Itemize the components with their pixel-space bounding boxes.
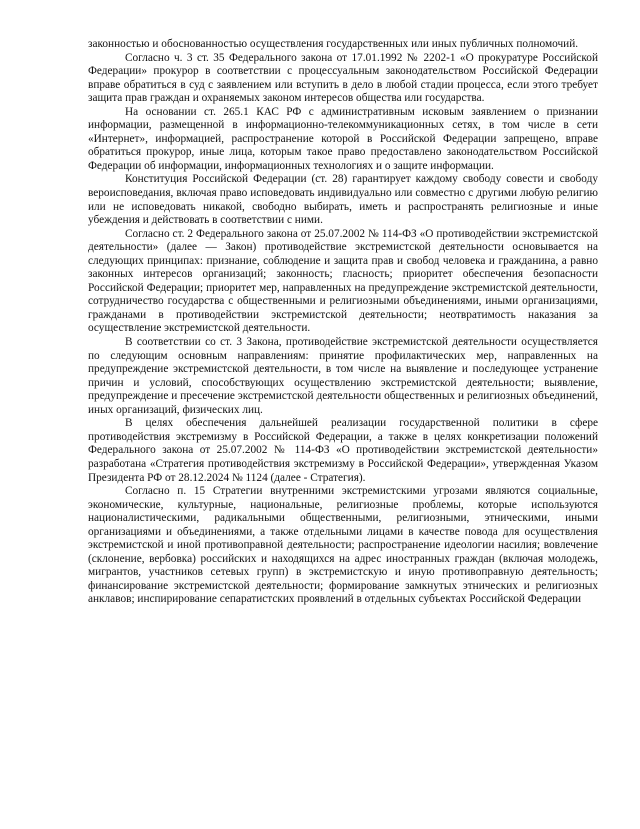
paragraph-law-114-art-2: Согласно ст. 2 Федерального закона от 25.07.2002 № 114-ФЗ «О противодействии экстремистской деятельности» (далее — Закон) противодействие экстремистской деятельности основывается на следующих принципах: признание, соблюдение и защита прав и свобод человека и гражданина, а равно законных интересов организаций; законность; гласность; приоритет обеспечения безопасности Российской Федерации; приоритет мер, направленных на предупреждение экстремистской деятельности, сотрудничество государства с общественными и религиозными объединениями, иными организациями, гражданами в противодействии экстремистской деятельности; неотвратимость наказания за осуществление экстремистской деятельности. [88, 227, 598, 335]
paragraph-strategy-clause-15: Согласно п. 15 Стратегии внутренними экстремистскими угрозами являются социальные, экономические, культурные, национальные, религиозные проблемы, которые используются националистическими, радикальными общественными, религиозными, этническими, иными организациями и объединениями, а также отдельными лицами в качестве повода для осуществления экстремистской и иной противоправной деятельности; распространение идеологии насилия; вовлечение (склонение, вербовка) российских и находящихся на адрес иностранных граждан (включая молодежь, мигрантов, участников сетевых групп) в экстремистскую и иную противоправную деятельность; финансирование экстремистской деятельности; формирование замкнутых этнических и религиозных анклавов; инспирирование сепаратистских проявлений в отдельных субъектах Российской Федерации [88, 485, 598, 606]
paragraph-continuation: законностью и обоснованностью осуществления государственных или иных публичных полномочий. [88, 38, 579, 50]
paragraph-prosecutor-law: Согласно ч. 3 ст. 35 Федерального закона от 17.01.1992 № 2202-1 «О прокуратуре Российской Федерации» прокурор в соответствии с процессуальным законодательством Российской Федерации вправе обратиться в суд с заявлением или вступить в дело в любой стадии процесса, если этого требует защита прав граждан и охраняемых законом интересов общества или государства. [88, 51, 598, 105]
paragraph-strategy: В целях обеспечения дальнейшей реализации государственной политики в сфере противодействия экстремизму в Российской Федерации, а также в целях конкретизации положений Федерального закона от 25.07.2002 № 114-ФЗ «О противодействии экстремистской деятельности» разработана «Стратегия противодействия экстремизму в Российской Федерации», утвержденная Указом Президента РФ от 28.12.2024 № 1124 (далее - Стратегия). [88, 417, 598, 484]
paragraph-constitution-art-28: Конституция Российской Федерации (ст. 28) гарантирует каждому свободу совести и свободу вероисповедания, включая право исповедовать индивидуально или совместно с другими любую религию или не исповедовать никакой, свободно выбирать, иметь и распространять религиозные и иные убеждения и действовать в соответствии с ними. [88, 173, 598, 227]
paragraph-kas-265-1: На основании ст. 265.1 КАС РФ с административным исковым заявлением о признании информации, размещенной в информационно-телекоммуникационных сетях, в том числе в сети «Интернет», информацией, распространение которой в Российской Федерации запрещено, вправе обратиться прокурор, иные лица, которым такое право предоставлено законодательством Российской Федерации об информации, информационных технологиях и о защите информации. [88, 105, 598, 172]
paragraph-law-114-art-3: В соответствии со ст. 3 Закона, противодействие экстремистской деятельности осуществляется по следующим основным направлениям: принятие профилактических мер, направленных на предупреждение экстремистской деятельности, в том числе на выявление и последующее устранение причин и условий, способствующих осуществлению экстремистской деятельности; выявление, предупреждение и пресечение экстремистской деятельности общественных и религиозных объединений, иных организаций, физических лиц. [88, 336, 598, 416]
document-page [88, 38, 598, 607]
